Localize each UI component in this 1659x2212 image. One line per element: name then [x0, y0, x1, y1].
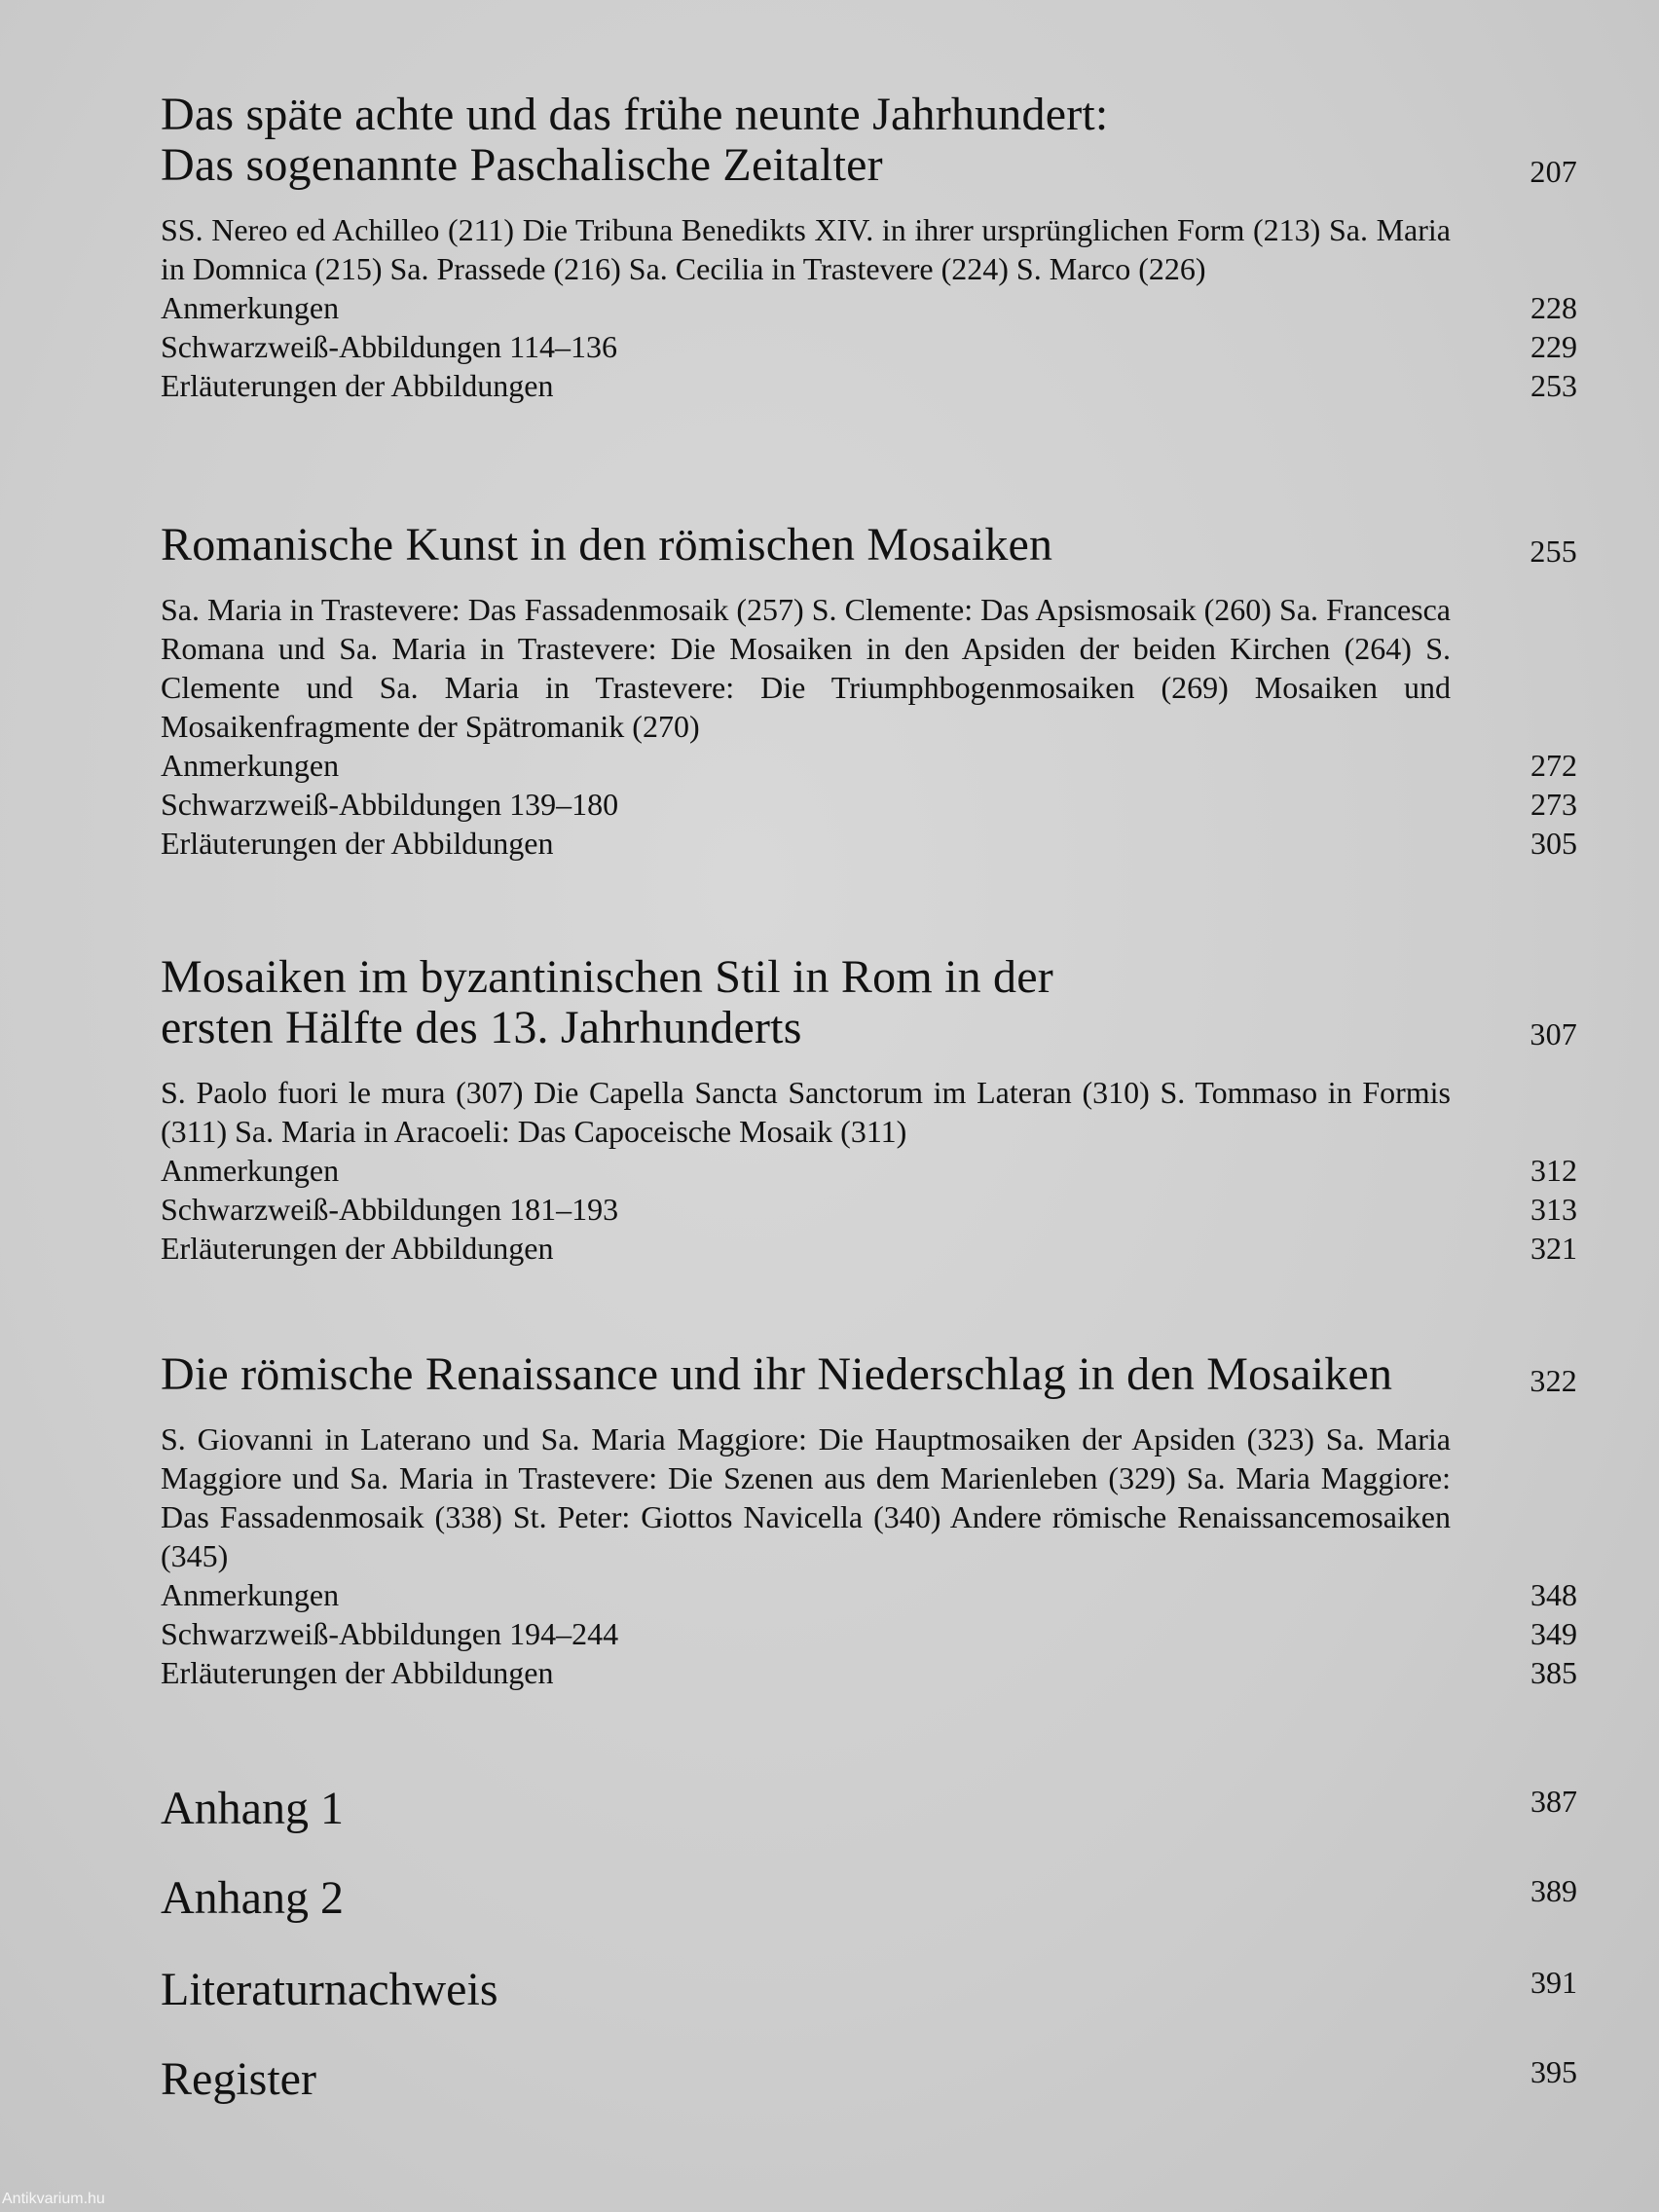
section-description: S. Paolo fuori le mura (307) Die Capella Sancta Sanctorum im Lateran (310) S. Tommaso in Formis (311) Sa. Maria in Aracoeli: Das Capoceische Mosaik (311) [161, 1075, 1451, 1149]
toc-row-page: 313 [1530, 1192, 1577, 1227]
toc-row [161, 1190, 1577, 1229]
appendix-entry [161, 2054, 1577, 2113]
toc-row-label: Schwarzweiß-Abbildungen 181–193 [161, 1192, 619, 1227]
appendix-label: Anhang 2 [161, 1872, 344, 1924]
toc-section [161, 952, 1577, 1268]
toc-row-label: Schwarzweiß-Abbildungen 139–180 [161, 787, 619, 822]
toc-row-page: 385 [1530, 1655, 1577, 1690]
section-page-number: 255 [1530, 534, 1577, 569]
toc-row [161, 1653, 1577, 1692]
appendix-page: 395 [1530, 2054, 1577, 2089]
appendix-page: 389 [1530, 1873, 1577, 1908]
section-heading [161, 90, 1577, 191]
toc-row-page: 348 [1530, 1577, 1577, 1612]
watermark: Antikvarium.hu [2, 2191, 105, 2207]
section-title-line: Romanische Kunst in den römischen Mosaiken [161, 519, 1053, 571]
appendix-label: Literaturnachweis [161, 1964, 498, 2015]
toc-row [161, 1229, 1577, 1268]
section-title-line: Das sogenannte Paschalische Zeitalter [161, 139, 883, 191]
toc-row-page: 229 [1530, 329, 1577, 364]
appendix-list [161, 1784, 1577, 2113]
toc-row-label: Anmerkungen [161, 1577, 340, 1612]
toc-section [161, 1349, 1577, 1692]
toc-row [161, 1614, 1577, 1653]
toc-row-page: 272 [1530, 748, 1577, 783]
section-description: S. Giovanni in Laterano und Sa. Maria Maggiore: Die Hauptmosaiken der Apsiden (323) Sa. Maria Maggiore und Sa. Maria in Trastevere: Die Szenen aus dem Marienleben (329) Sa. Maria Maggiore: Das Fassadenmosaik (338) St. Peter: Giottos Navicella (340) Andere römische Renaissancemosaiken (345) [161, 1421, 1451, 1573]
toc-row-page: 349 [1530, 1616, 1577, 1651]
toc-row [161, 824, 1577, 863]
toc-row-label: Anmerkungen [161, 748, 340, 783]
toc-row-label: Erläuterungen der Abbildungen [161, 1655, 554, 1690]
section-page-number: 322 [1530, 1363, 1577, 1398]
toc-row-label: Anmerkungen [161, 290, 340, 325]
toc-row-label: Schwarzweiß-Abbildungen 114–136 [161, 329, 617, 364]
toc-section [161, 520, 1577, 863]
section-page-number: 207 [1530, 154, 1577, 189]
section-heading [161, 952, 1577, 1053]
toc-row-page: 228 [1530, 290, 1577, 325]
toc-row [161, 1575, 1577, 1614]
toc-row [161, 785, 1577, 824]
toc-row [161, 327, 1577, 366]
toc-row-label: Erläuterungen der Abbildungen [161, 368, 554, 403]
toc-row-page: 321 [1530, 1231, 1577, 1266]
toc-section [161, 90, 1577, 405]
toc-row-page: 312 [1530, 1153, 1577, 1188]
section-title-line: Das späte achte und das frühe neunte Jahrhundert: [161, 89, 1109, 140]
toc-row-page: 305 [1530, 826, 1577, 861]
appendix-page: 391 [1530, 1965, 1577, 2000]
toc-row [161, 1151, 1577, 1190]
toc-row-label: Schwarzweiß-Abbildungen 194–244 [161, 1616, 619, 1651]
section-title-line: Mosaiken im byzantinischen Stil in Rom in der [161, 951, 1053, 1003]
appendix-label: Register [161, 2053, 316, 2105]
toc-row [161, 366, 1577, 405]
section-description: SS. Nereo ed Achilleo (211) Die Tribuna Benedikts XIV. in ihrer ursprünglichen Form (213) Sa. Maria in Domnica (215) Sa. Prassede (216) Sa. Cecilia in Trastevere (224) S. Marco (226) [161, 212, 1451, 286]
toc-row-page: 253 [1530, 368, 1577, 403]
toc-row-page: 273 [1530, 787, 1577, 822]
section-description: Sa. Maria in Trastevere: Das Fassadenmosaik (257) S. Clemente: Das Apsismosaik (260) Sa. Francesca Romana und Sa. Maria in Trastevere: Die Mosaiken in den Apsiden der beiden Kirchen (264) S. Clemente und Sa. Maria in Trastevere: Die Triumphbogenmosaiken (269) Mosaiken und Mosaikenfragmente der Spätromanik (270) [161, 592, 1451, 744]
toc-row-label: Erläuterungen der Abbildungen [161, 826, 554, 861]
toc-row [161, 288, 1577, 327]
toc-row-label: Erläuterungen der Abbildungen [161, 1231, 554, 1266]
section-page-number: 307 [1530, 1016, 1577, 1051]
appendix-page: 387 [1530, 1784, 1577, 1819]
toc-row-label: Anmerkungen [161, 1153, 340, 1188]
appendix-entry [161, 1965, 1577, 2054]
section-heading [161, 520, 1577, 571]
appendix-entry [161, 1873, 1577, 1965]
section-title-line: Die römische Renaissance und ihr Niederschlag in den Mosaiken [161, 1348, 1393, 1400]
section-heading [161, 1349, 1577, 1400]
appendix-label: Anhang 1 [161, 1783, 344, 1834]
section-title-line: ersten Hälfte des 13. Jahrhunderts [161, 1002, 802, 1053]
toc-row [161, 746, 1577, 785]
appendix-entry [161, 1784, 1577, 1873]
